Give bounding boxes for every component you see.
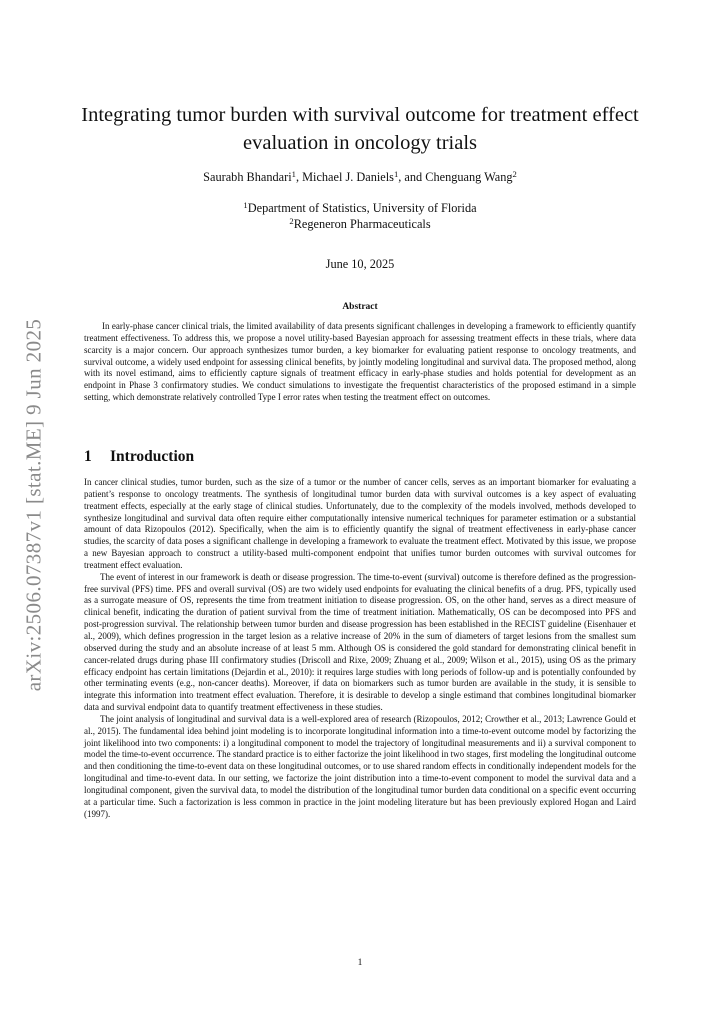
author: Chenguang Wang$^2$ — [425, 169, 517, 184]
paragraph: In cancer clinical studies, tumor burden, such as the size of a tumor or the number of cancer cells, serves as an important biomarker for evaluating a patient’s response to oncology treatments. The synthesis of longitudinal tumor burden data with survival outcomes is a key aspect of evaluating treatment effects, especially at the early stage of clinical studies. Unfortunately, due to the complexity of the models involved, methods developed to synthesize longitudinal and survival data often require either computationally intensive numerical techniques for parameter estimation or a substantial amount of data Rizopoulos (2012). Specifically, when the aim is to efficiently quantify the signal of treatment effectiveness in early-phase cancer studies, the scarcity of data poses a significant challenge in developing a framework to evaluate the treatment effect. Motivated by this issue, we propose a new Bayesian approach to construct a utility-based multi-component endpoint that unifies tumor burden outcomes with survival outcomes for treatment effect evaluation. — [84, 477, 636, 570]
paper-date: June 10, 2025 — [325, 257, 395, 271]
section-title: Introduction — [110, 448, 195, 465]
abstract-text: In early-phase cancer clinical trials, the limited availability of data presents significant challenges in developing a framework to efficiently quantify treatment effectiveness. To address this, we propose a novel utility-based Bayesian approach for assessing treatment effects in these trials, where data scarcity is a major concern. Our approach synthesizes tumor burden, a key biomarker for evaluating patient response to oncology treatments, and survival outcome, a widely used endpoint for assessing clinical benefits, by jointly modeling longitudinal and survival data. The proposed method, along with its novel estimand, aims to efficiently capture signals of treatment efficacy in early-phase studies and holds potential for development as an endpoint in Phase 3 confirmatory studies. We conduct simulations to investigate the frequentist characteristics of the proposed estimand in a simple setting, which demonstrate relatively controlled Type I error rates when testing the treatment effect on outcomes. — [84, 321, 636, 403]
affiliation-list — [60, 200, 660, 232]
author-list — [60, 170, 660, 185]
section-heading — [84, 448, 194, 466]
section-number: 1 — [84, 448, 92, 465]
affiliation: $^1$Department of Statistics, University of Florida — [243, 200, 477, 215]
affiliation: $^2$Regeneron Pharmaceuticals — [289, 216, 431, 231]
paragraph: The event of interest in our framework is death or disease progression. The time-to-event (survival) outcome is therefore defined as the progression-free survival (PFS) time. PFS and overall survival (OS) are two widely used endpoints for evaluating the clinical benefits of a drug. PFS, typically used as a surrogate measure of OS, represents the time from treatment initiation to disease progression. OS, on the other hand, serves as a direct measure of clinical benefit, indicating the duration of patient survival from the time of treatment initiation. Mathematically, OS can be decomposed into PFS and post-progression survival. The relationship between tumor burden and disease progression has been established in the RECIST guideline (Eisenhauer et al., 2009), which defines progression in the target lesion as a relative increase of 20% in the sum of diameters of target lesions from the smallest sum observed during the study and an absolute increase of at least 5 mm. Although OS is considered the gold standard for demonstrating clinical benefit in cancer-related drugs during phase III confirmatory studies (Driscoll and Rixe, 2009; Zhuang et al., 2009; Wilson et al., 2015), using OS as the primary efficacy endpoint has certain limitations (Dejardin et al., 2010): it requires large studies with long periods of follow-up and is potentially confounded by other terminating events (e.g., non-cancer deaths). Moreover, if data on biomarkers such as tumor burden are available in the study, it is sensible to integrate this information into treatment effect evaluation. Therefore, it is desirable to develop a single estimand that combines longitudinal biomarker data and survival endpoint data to quantify treatment effectiveness in these studies. — [84, 571, 636, 713]
arxiv-identifier: arXiv:2506.07387v1 [stat.ME] 9 Jun 2025 — [21, 318, 46, 692]
paper-title: Integrating tumor burden with survival outcome for treatment effect evaluation in oncology trials — [81, 104, 639, 154]
author: Michael J. Daniels$^1$, and — [302, 169, 426, 184]
author: Saurabh Bhandari$^1$, — [203, 169, 303, 184]
paragraph: The joint analysis of longitudinal and survival data is a well-explored area of research (Rizopoulos, 2012; Crowther et al., 2013; Lawrence Gould et al., 2015). The fundamental idea behind joint modeling is to incorporate longitudinal information into a time-to-event outcome model by factorizing the joint likelihood into two components: i) a longitudinal component to model the trajectory of longitudinal measurements and ii) a survival component to model the time-to-event occurrence. The standard practice is to either factorize the joint likelihood in two stages, first modeling the longitudinal outcome and then conditioning the time-to-event data on these longitudinal outcomes, or to use shared random effects in conditionally independent models for the longitudinal and time-to-event data. In our setting, we factorize the joint distribution into a time-to-event component to model the survival data and a longitudinal component, given the survival data, to model the distribution of the longitudinal tumor burden data conditional on a specific event occurring at a particular time. Such a factorization is less common in practice in the joint modeling literature but has been previously explored Hogan and Laird (1997). — [84, 713, 636, 819]
arxiv-sidebar — [9, 320, 59, 690]
page-number: 1 — [357, 958, 363, 968]
abstract-heading: Abstract — [342, 302, 378, 312]
section-body — [84, 477, 636, 820]
